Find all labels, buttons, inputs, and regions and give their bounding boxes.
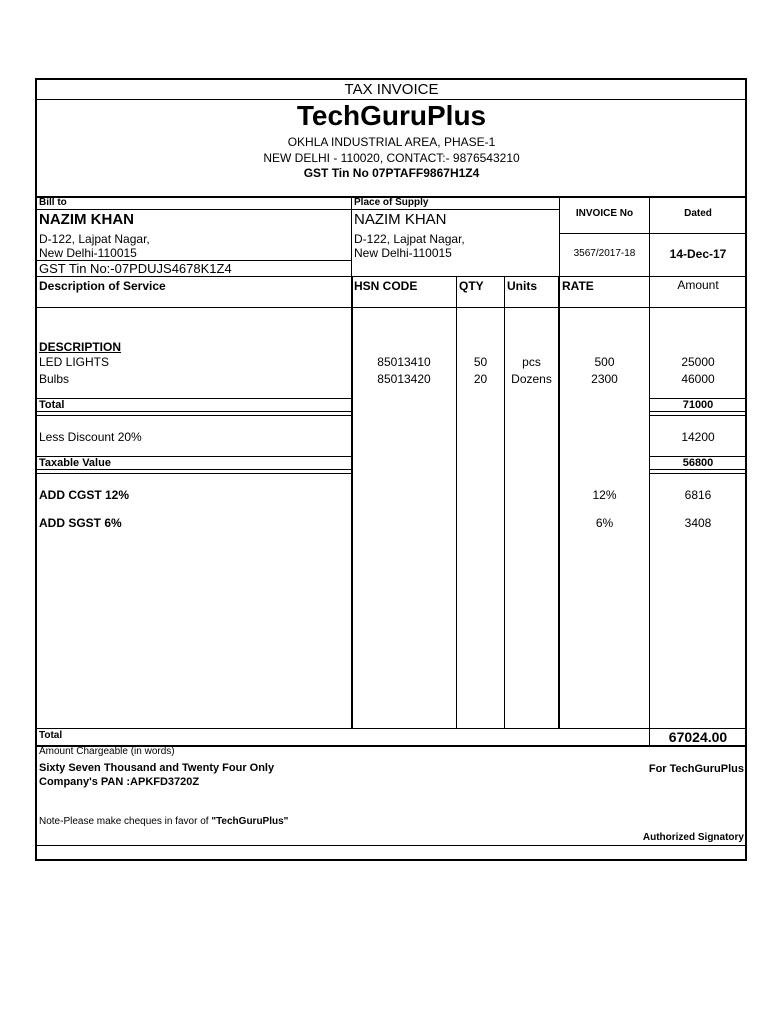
authorized-signatory: Authorized Signatory	[642, 832, 744, 843]
company-gst: GST Tin No 07PTAFF9867H1Z4	[303, 166, 480, 180]
subtotal-value: 71000	[682, 399, 714, 411]
column-units: Units	[507, 279, 537, 293]
item-qty: 20	[473, 372, 488, 386]
discount-value: 14200	[681, 430, 715, 444]
dated-label: Dated	[684, 208, 712, 219]
bill-to-name: NAZIM KHAN	[39, 211, 134, 228]
taxable-value: 56800	[682, 457, 714, 469]
cgst-value: 6816	[684, 488, 712, 502]
cheque-note-company: "TechGuruPlus"	[211, 816, 289, 827]
discount-label: Less Discount 20%	[39, 430, 142, 444]
company-address-line2: NEW DELHI - 110020, CONTACT:- 9876543210	[263, 151, 520, 165]
item-rate: 500	[594, 355, 615, 369]
sgst-label: ADD SGST 6%	[39, 516, 122, 530]
grand-total-label: Total	[39, 730, 63, 741]
item-hsn: 85013420	[377, 372, 431, 386]
column-qty: QTY	[459, 279, 484, 293]
amount-in-words: Sixty Seven Thousand and Twenty Four Only	[39, 762, 275, 774]
company-pan: Company's PAN :APKFD3720Z	[39, 776, 200, 788]
sgst-value: 3408	[684, 516, 712, 530]
invoice-number: 3567/2017-18	[573, 248, 636, 259]
item-units: Dozens	[511, 372, 552, 386]
invoice-date: 14-Dec-17	[669, 247, 727, 261]
item-hsn: 85013410	[377, 355, 431, 369]
cheque-note-text: Note-Please make cheques in favor of	[39, 816, 212, 827]
amount-in-words-label: Amount Chargeable (in words)	[39, 746, 175, 757]
grand-total-value: 67024.00	[668, 729, 728, 745]
invoice-no-label: INVOICE No	[575, 208, 634, 219]
item-units: pcs	[522, 355, 541, 369]
item-qty: 50	[473, 355, 488, 369]
supply-address-line2: New Delhi-110015	[354, 246, 452, 260]
bill-to-label: Bill to	[39, 197, 67, 208]
supply-name: NAZIM KHAN	[354, 211, 447, 228]
subtotal-label: Total	[39, 399, 65, 411]
column-rate: RATE	[562, 279, 594, 293]
place-of-supply-label: Place of Supply	[354, 197, 429, 208]
item-amount: 46000	[681, 372, 715, 386]
company-name: TechGuruPlus	[296, 100, 487, 131]
items-heading: DESCRIPTION	[39, 340, 122, 354]
sgst-rate: 6%	[595, 516, 614, 530]
cgst-rate: 12%	[592, 488, 617, 502]
bill-to-address-line2: New Delhi-110015	[39, 246, 137, 260]
taxable-value-label: Taxable Value	[39, 457, 111, 469]
column-hsn: HSN CODE	[354, 279, 418, 293]
supply-address-line1: D-122, Lajpat Nagar,	[354, 232, 465, 246]
doc-type-title: TAX INVOICE	[344, 81, 439, 98]
item-amount: 25000	[681, 355, 715, 369]
cgst-label: ADD CGST 12%	[39, 488, 130, 502]
company-address-line1: OKHLA INDUSTRIAL AREA, PHASE-1	[287, 135, 496, 149]
bill-to-address-line1: D-122, Lajpat Nagar,	[39, 232, 150, 246]
item-description: LED LIGHTS	[39, 355, 110, 369]
bill-to-gst: GST Tin No:-07PDUJS4678K1Z4	[39, 261, 232, 276]
column-description: Description of Service	[39, 279, 166, 293]
cheque-note	[39, 816, 288, 827]
for-company: For TechGuruPlus	[648, 763, 744, 775]
item-rate: 2300	[591, 372, 618, 386]
item-description: Bulbs	[39, 372, 70, 386]
column-amount: Amount	[677, 278, 719, 292]
